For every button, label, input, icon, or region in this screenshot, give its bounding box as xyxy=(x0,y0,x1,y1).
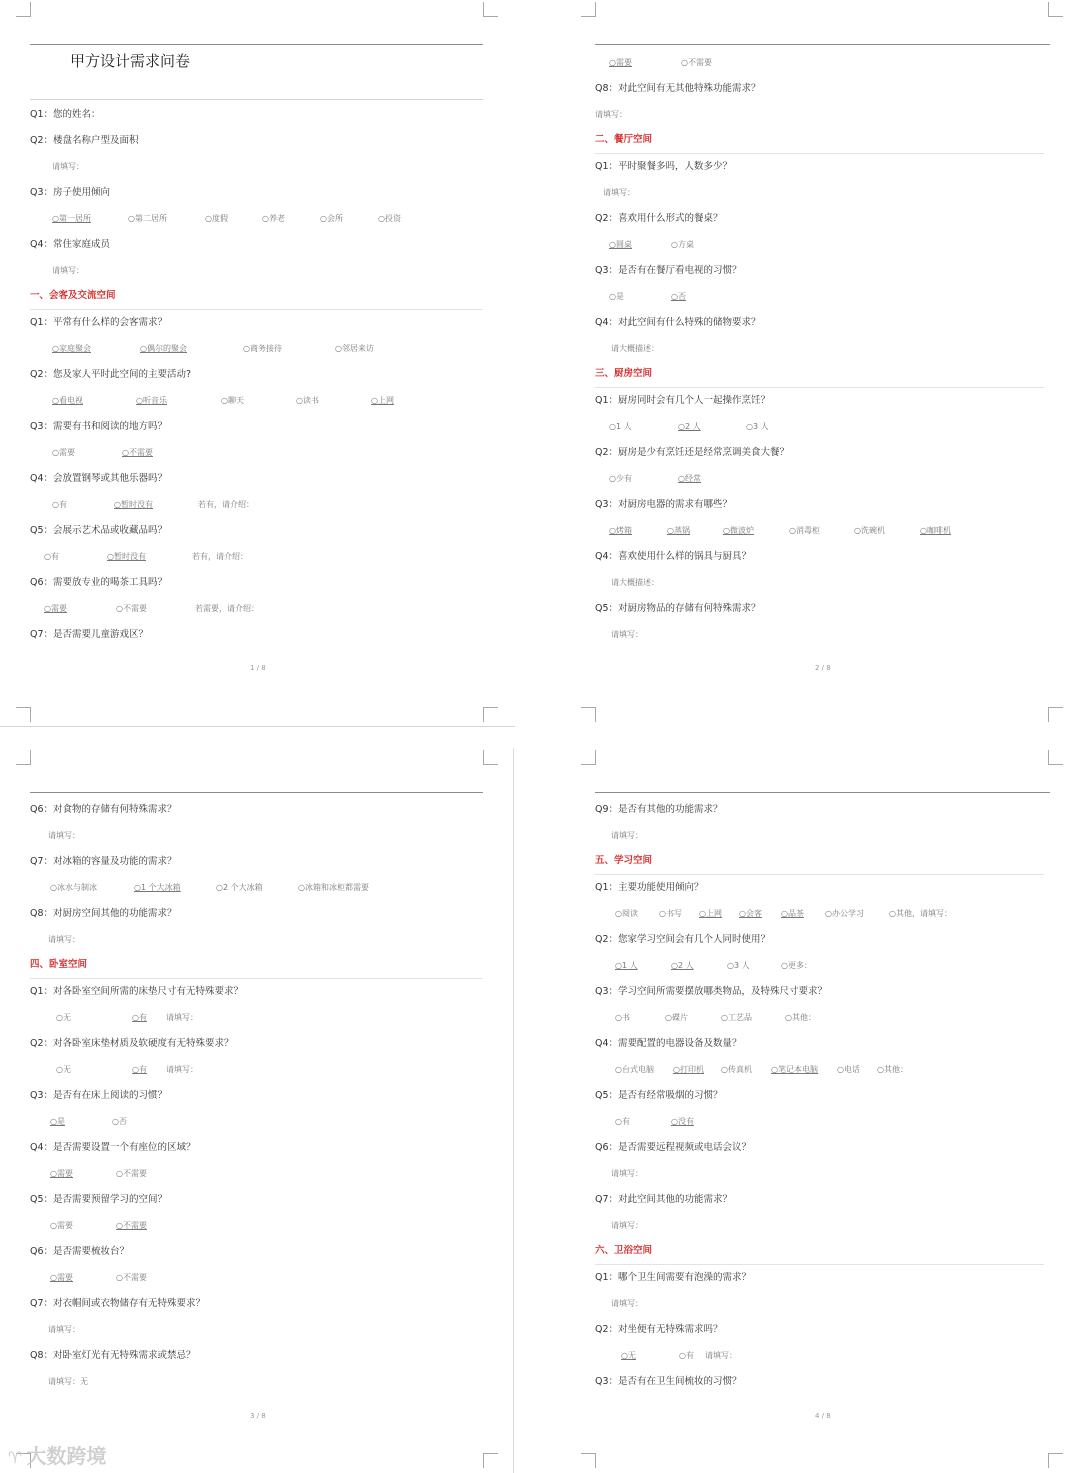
answer-row xyxy=(595,336,1044,362)
fill-in-field[interactable]: 请填写： xyxy=(705,1351,737,1360)
crop-mark xyxy=(483,1453,498,1468)
answer-row xyxy=(595,622,1044,648)
checkbox-option[interactable]: ○其他： xyxy=(785,1013,816,1022)
radio-option[interactable]: ○第二居所 xyxy=(128,214,167,223)
page-1-content xyxy=(30,102,483,648)
question: Q7：是否需要儿童游戏区？ xyxy=(30,629,149,640)
page-2 xyxy=(565,0,1080,726)
options-row xyxy=(30,596,483,622)
radio-option[interactable]: ○否 xyxy=(112,1117,127,1126)
question: Q2：对坐便有无特殊需求吗？ xyxy=(595,1324,723,1335)
fill-in-field[interactable]: 请填写： xyxy=(595,110,627,119)
question: Q5：对厨房物品的存储有何特殊需求？ xyxy=(595,603,761,614)
options-row xyxy=(30,492,483,518)
options-row xyxy=(30,544,483,570)
answer-row xyxy=(30,154,483,180)
answer-row xyxy=(595,102,1044,128)
radio-option[interactable]: ○需要 xyxy=(50,1169,73,1178)
header-rule xyxy=(30,792,483,793)
checkbox-option[interactable]: ○听音乐 xyxy=(136,396,167,405)
checkbox-option[interactable]: ○书 xyxy=(615,1013,630,1022)
fill-in-field[interactable]: 请填写： xyxy=(48,831,80,840)
radio-option[interactable]: ○需要 xyxy=(609,58,632,67)
question: Q3：是否有在餐厅看电视的习惯？ xyxy=(595,265,742,276)
fill-in-field[interactable]: 请大概描述： xyxy=(611,344,659,353)
radio-option[interactable]: ○圆桌 xyxy=(609,240,632,249)
options-row xyxy=(30,336,483,362)
checkbox-option[interactable]: ○电话 xyxy=(837,1065,860,1074)
question: Q1：平常有什么样的会客需求？ xyxy=(30,317,168,328)
question: Q4：会放置钢琴或其他乐器吗？ xyxy=(30,473,168,484)
radio-option[interactable]: ○1 个大冰箱 xyxy=(134,883,181,892)
section-heading: 四、卧室空间 xyxy=(30,953,483,979)
checkbox-option[interactable]: ○会客 xyxy=(739,909,762,918)
radio-option[interactable]: ○3 人 xyxy=(746,422,769,431)
question: Q3：学习空间所需要摆放哪类物品，及特殊尺寸要求？ xyxy=(595,986,828,997)
options-row xyxy=(595,50,1044,76)
fill-in-field[interactable]: 请填写： xyxy=(603,188,635,197)
question: Q5：会展示艺术品或收藏品吗？ xyxy=(30,525,168,536)
radio-option[interactable]: ○暂时没有 xyxy=(114,500,153,509)
document-title: 甲方设计需求问卷 xyxy=(70,52,191,70)
options-row xyxy=(595,518,1044,544)
header-rule xyxy=(595,44,1050,45)
radio-option[interactable]: ○有 xyxy=(615,1117,630,1126)
question: Q2：您及家人平时此空间的主要活动? xyxy=(30,369,192,380)
crop-mark xyxy=(1048,1453,1063,1468)
crop-mark xyxy=(16,750,31,765)
radio-option[interactable]: ○养老 xyxy=(262,214,285,223)
page-number: 3 / 8 xyxy=(250,1412,266,1420)
title-rule xyxy=(30,99,483,100)
question: Q6：需要放专业的喝茶工具吗？ xyxy=(30,577,168,588)
answer-row xyxy=(30,258,483,284)
question-members: Q4：常住家庭成员 xyxy=(30,239,111,250)
fill-in-field[interactable]: 请填写： xyxy=(611,1169,643,1178)
checkbox-option[interactable]: ○微波炉 xyxy=(723,526,754,535)
options-row xyxy=(30,1213,483,1239)
options-row xyxy=(595,466,1044,492)
radio-option[interactable]: ○1 人 xyxy=(615,961,638,970)
answer-row xyxy=(30,823,483,849)
section-heading: 二、餐厅空间 xyxy=(595,128,1044,154)
section-heading: 六、卫浴空间 xyxy=(595,1239,1044,1265)
answer-row xyxy=(595,570,1044,596)
question: Q7：对衣帽间或衣物储存有无特殊要求？ xyxy=(30,1298,206,1309)
page-number: 2 / 8 xyxy=(815,664,831,672)
page-3 xyxy=(0,748,510,1473)
fill-in-field[interactable]: 请填写： xyxy=(48,935,80,944)
checkbox-option[interactable]: ○笔记本电脑 xyxy=(771,1065,818,1074)
radio-option[interactable]: ○2 人 xyxy=(671,961,694,970)
radio-option[interactable]: ○不需要 xyxy=(116,604,147,613)
radio-option[interactable]: ○不需要 xyxy=(681,58,712,67)
answer-row xyxy=(595,1213,1044,1239)
options-row xyxy=(30,440,483,466)
checkbox-option[interactable]: ○传真机 xyxy=(721,1065,752,1074)
watermark-text: 大数跨境 xyxy=(26,1444,107,1468)
watermark-logo-icon: ♈ xyxy=(8,1448,23,1467)
checkbox-option[interactable]: ○其他： xyxy=(877,1065,908,1074)
crop-mark xyxy=(483,707,498,722)
checkbox-option[interactable]: ○读书 xyxy=(296,396,319,405)
question-usage: Q3：房子使用倾向 xyxy=(30,187,111,198)
fill-in-field[interactable]: 若有，请介绍： xyxy=(198,500,254,509)
checkbox-option[interactable]: ○台式电脑 xyxy=(615,1065,654,1074)
radio-option[interactable]: ○暂时没有 xyxy=(107,552,146,561)
question-estate: Q2：楼盘名称户型及面积 xyxy=(30,135,139,146)
radio-option[interactable]: ○2 个大冰箱 xyxy=(216,883,263,892)
answer-row xyxy=(595,1161,1044,1187)
question: Q5：是否需要预留学习的空间？ xyxy=(30,1194,168,1205)
options-row xyxy=(595,1005,1044,1031)
radio-option[interactable]: ○需要 xyxy=(44,604,67,613)
fill-in-field[interactable]: 请填写： xyxy=(48,1325,80,1334)
radio-option[interactable]: ○方桌 xyxy=(671,240,694,249)
crop-mark xyxy=(1048,750,1063,765)
radio-option[interactable]: ○度假 xyxy=(205,214,228,223)
checkbox-option[interactable]: ○其他，请填写： xyxy=(889,909,952,918)
question: Q8：对此空间有无其他特殊功能需求？ xyxy=(595,83,761,94)
checkbox-option[interactable]: ○洗碗机 xyxy=(854,526,885,535)
question: Q2：喜欢用什么形式的餐桌？ xyxy=(595,213,723,224)
question: Q1：平时聚餐多吗，人数多少？ xyxy=(595,161,733,172)
question: Q5：是否有经常吸烟的习惯？ xyxy=(595,1090,723,1101)
question: Q4：需要配置的电器设备及数量？ xyxy=(595,1038,742,1049)
options-row xyxy=(595,901,1044,927)
page-4 xyxy=(565,748,1080,1473)
checkbox-option[interactable]: ○办公学习 xyxy=(825,909,864,918)
checkbox-option[interactable]: ○品茶 xyxy=(781,909,804,918)
question: Q7：对此空间其他的功能需求？ xyxy=(595,1194,733,1205)
checkbox-option[interactable]: ○工艺品 xyxy=(721,1013,752,1022)
radio-option[interactable]: ○不需要 xyxy=(116,1273,147,1282)
options-row xyxy=(30,1005,483,1031)
question: Q1：哪个卫生间需要有泡澡的需求？ xyxy=(595,1272,752,1283)
radio-option[interactable]: ○需要 xyxy=(50,1221,73,1230)
section-heading: 三、厨房空间 xyxy=(595,362,1044,388)
answer-row xyxy=(595,180,1044,206)
crop-mark xyxy=(581,1453,596,1468)
question: Q6：对食物的存储有何特殊需求？ xyxy=(30,804,177,815)
options-row xyxy=(595,414,1044,440)
fill-in-field[interactable]: 请填写： xyxy=(611,1299,643,1308)
radio-option[interactable]: ○无 xyxy=(56,1013,71,1022)
fill-in-field[interactable]: 请填写： xyxy=(611,1221,643,1230)
radio-option[interactable]: ○会所 xyxy=(320,214,343,223)
options-row xyxy=(595,1109,1044,1135)
question: Q3：是否有在床上阅读的习惯？ xyxy=(30,1090,168,1101)
header-rule xyxy=(30,44,483,45)
question: Q2：您家学习空间会有几个人同时使用？ xyxy=(595,934,771,945)
radio-option[interactable]: ○1 人 xyxy=(609,422,632,431)
options-row xyxy=(30,1057,483,1083)
crop-mark xyxy=(1048,707,1063,722)
question: Q3：需要有书和阅读的地方吗？ xyxy=(30,421,168,432)
question: Q4：喜欢使用什么样的锅具与厨具？ xyxy=(595,551,752,562)
checkbox-option[interactable]: ○蒸锅 xyxy=(667,526,690,535)
answer-row xyxy=(30,1369,483,1395)
checkbox-option[interactable]: ○咖啡机 xyxy=(920,526,951,535)
radio-option[interactable]: ○有 xyxy=(132,1013,147,1022)
radio-option[interactable]: ○经常 xyxy=(678,474,701,483)
page-number: 1 / 8 xyxy=(250,664,266,672)
options-row xyxy=(30,1265,483,1291)
question: Q6：是否需要远程视频或电话会议？ xyxy=(595,1142,752,1153)
radio-option[interactable]: ○没有 xyxy=(671,1117,694,1126)
section-heading: 五、学习空间 xyxy=(595,849,1044,875)
answer-row xyxy=(595,1291,1044,1317)
crop-mark xyxy=(483,2,498,17)
radio-option[interactable]: ○偶尔的聚会 xyxy=(140,344,187,353)
radio-option[interactable]: ○第一居所 xyxy=(52,214,91,223)
radio-option[interactable]: ○商务接待 xyxy=(243,344,282,353)
options-row xyxy=(30,1161,483,1187)
crop-mark xyxy=(581,750,596,765)
radio-option[interactable]: ○是 xyxy=(50,1117,65,1126)
radio-option[interactable]: ○2 人 xyxy=(678,422,701,431)
crop-mark xyxy=(16,2,31,17)
options-row xyxy=(30,388,483,414)
question: Q8：对厨房空间其他的功能需求？ xyxy=(30,908,177,919)
radio-option[interactable]: ○否 xyxy=(671,292,686,301)
radio-option[interactable]: ○冰箱和冰柜都需要 xyxy=(298,883,369,892)
crop-mark xyxy=(581,2,596,17)
page-divider xyxy=(0,726,515,727)
fill-in-field[interactable]: 请大概描述： xyxy=(611,578,659,587)
checkbox-option[interactable]: ○阅读 xyxy=(615,909,638,918)
question-name: Q1：您的姓名： xyxy=(30,109,101,120)
fill-in-field[interactable]: 若有，请介绍： xyxy=(192,552,248,561)
answer-row xyxy=(30,1317,483,1343)
options-row xyxy=(595,284,1044,310)
fill-in-field[interactable]: 请填写： xyxy=(611,831,643,840)
crop-mark xyxy=(483,750,498,765)
question: Q6：是否需要梳妆台？ xyxy=(30,1246,130,1257)
fill-in-field[interactable]: 请填写： xyxy=(166,1013,198,1022)
page-3-content xyxy=(30,797,483,1395)
radio-option[interactable]: ○需要 xyxy=(52,448,75,457)
checkbox-option[interactable]: ○打印机 xyxy=(673,1065,704,1074)
radio-option[interactable]: ○家庭聚会 xyxy=(52,344,91,353)
radio-option[interactable]: ○更多： xyxy=(781,961,812,970)
answer-row xyxy=(30,927,483,953)
radio-option[interactable]: ○有 xyxy=(679,1351,694,1360)
options-row xyxy=(30,875,483,901)
checkbox-option[interactable]: ○上网 xyxy=(371,396,394,405)
radio-option[interactable]: ○不需要 xyxy=(116,1221,147,1230)
radio-option[interactable]: ○不需要 xyxy=(116,1169,147,1178)
fill-in-field[interactable]: 请填写： xyxy=(52,266,84,275)
radio-option[interactable]: ○有 xyxy=(52,500,67,509)
question: Q4：对此空间有什么特殊的储物要求？ xyxy=(595,317,761,328)
radio-option[interactable]: ○冰水与制冰 xyxy=(50,883,97,892)
crop-mark xyxy=(581,707,596,722)
radio-option[interactable]: ○有 xyxy=(44,552,59,561)
question: Q4：是否需要设置一个有座位的区域？ xyxy=(30,1142,196,1153)
question: Q2：对各卧室床垫材质及软硬度有无特殊要求？ xyxy=(30,1038,234,1049)
crop-mark xyxy=(16,707,31,722)
radio-option[interactable]: ○无 xyxy=(56,1065,71,1074)
options-row xyxy=(30,206,483,232)
checkbox-option[interactable]: ○碟片 xyxy=(665,1013,688,1022)
page-1 xyxy=(0,0,510,726)
fill-in-field[interactable]: 请填写： xyxy=(166,1065,198,1074)
options-row xyxy=(30,1109,483,1135)
radio-option[interactable]: ○不需要 xyxy=(122,448,153,457)
radio-option[interactable]: ○邻居来访 xyxy=(335,344,374,353)
question: Q1：厨房同时会有几个人一起操作烹饪？ xyxy=(595,395,771,406)
radio-option[interactable]: ○是 xyxy=(609,292,624,301)
fill-in-field[interactable]: 若需要，请介绍： xyxy=(195,604,259,613)
question: Q7：对冰箱的容量及功能的需求？ xyxy=(30,856,177,867)
checkbox-option[interactable]: ○消毒柜 xyxy=(789,526,820,535)
radio-option[interactable]: ○投资 xyxy=(378,214,401,223)
radio-option[interactable]: ○3 人 xyxy=(727,961,750,970)
checkbox-option[interactable]: ○看电视 xyxy=(52,396,83,405)
radio-option[interactable]: ○有 xyxy=(132,1065,147,1074)
section-heading: 一、会客及交流空间 xyxy=(30,284,483,310)
fill-in-field[interactable]: 请填写： xyxy=(611,630,643,639)
checkbox-option[interactable]: ○烤箱 xyxy=(609,526,632,535)
question: Q1：对各卧室空间所需的床垫尺寸有无特殊要求？ xyxy=(30,986,244,997)
options-row xyxy=(595,1343,1044,1369)
checkbox-option[interactable]: ○上网 xyxy=(699,909,722,918)
header-rule xyxy=(595,792,1050,793)
question: Q3：是否有在卫生间梳妆的习惯？ xyxy=(595,1376,742,1387)
page-2-content xyxy=(595,50,1044,648)
checkbox-option[interactable]: ○聊天 xyxy=(221,396,244,405)
crop-mark xyxy=(1048,2,1063,17)
fill-in-field[interactable]: 请填写：无 xyxy=(48,1377,88,1386)
watermark xyxy=(8,1440,106,1469)
checkbox-option[interactable]: ○书写 xyxy=(659,909,682,918)
page-divider xyxy=(513,748,514,1473)
options-row xyxy=(595,953,1044,979)
question: Q3：对厨房电器的需求有哪些？ xyxy=(595,499,733,510)
options-row xyxy=(595,1057,1044,1083)
page-number: 4 / 8 xyxy=(815,1412,831,1420)
radio-option[interactable]: ○需要 xyxy=(50,1273,73,1282)
answer-row xyxy=(595,823,1044,849)
fill-in-field[interactable]: 请填写： xyxy=(52,162,84,171)
radio-option[interactable]: ○少有 xyxy=(609,474,632,483)
options-row xyxy=(595,232,1044,258)
question: Q2：厨房是少有烹饪还是经常烹调美食大餐？ xyxy=(595,447,790,458)
question: Q9：是否有其他的功能需求？ xyxy=(595,804,723,815)
page-4-content xyxy=(595,797,1044,1395)
question: Q1：主要功能使用倾向？ xyxy=(595,882,704,893)
radio-option[interactable]: ○无 xyxy=(621,1351,636,1360)
question: Q8：对卧室灯光有无特殊需求或禁忌？ xyxy=(30,1350,196,1361)
